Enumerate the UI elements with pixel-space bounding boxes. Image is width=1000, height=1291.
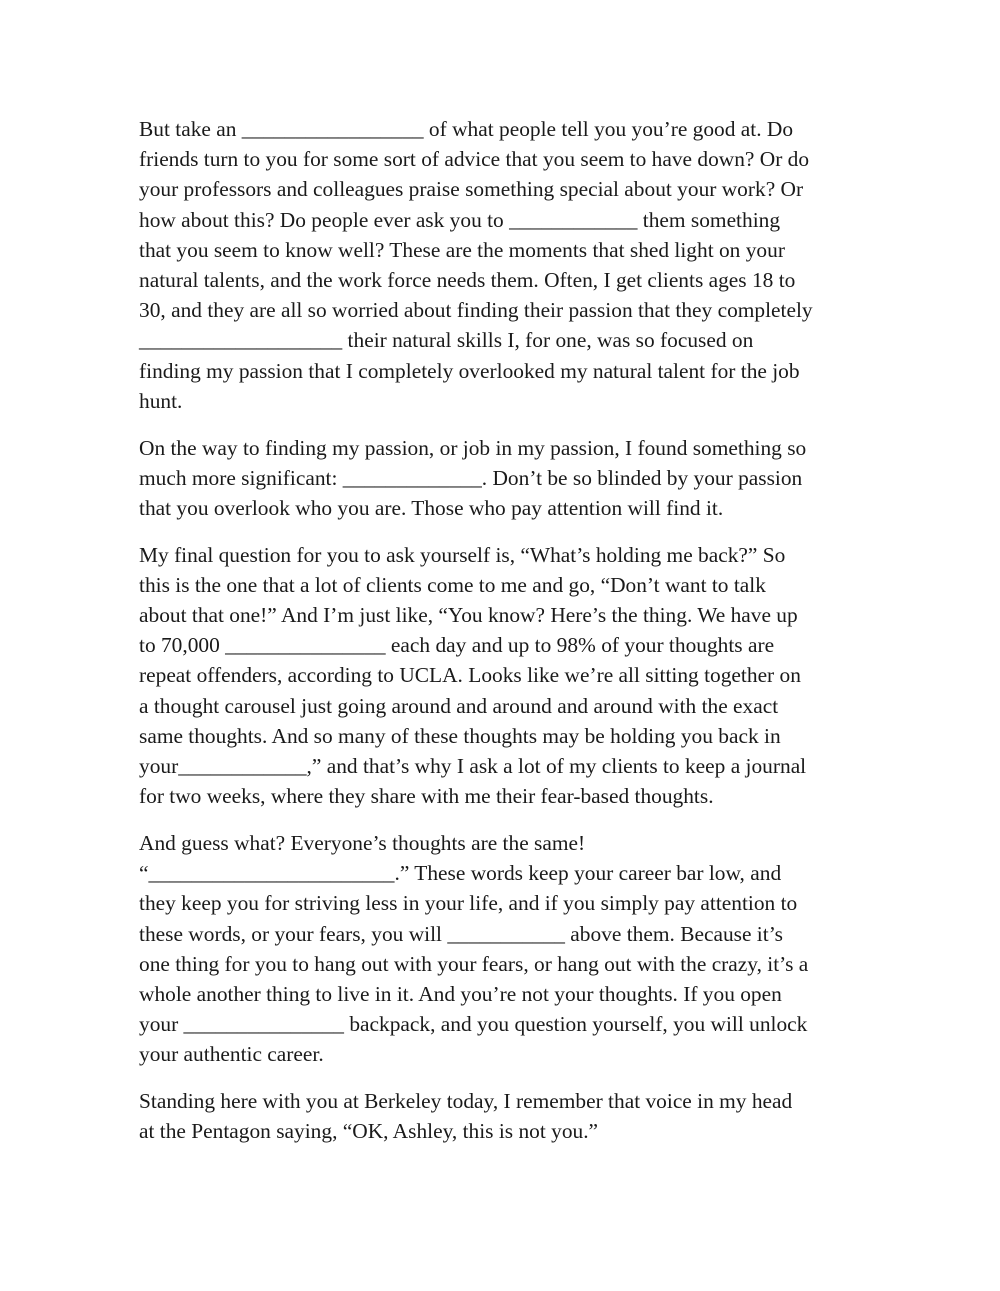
text-line: same thoughts. And so many of these thoughts may be holding you back in bbox=[139, 723, 781, 748]
text-line: repeat offenders, according to UCLA. Looks like we’re all sitting together on bbox=[139, 663, 801, 688]
text-line: your____________,” and that’s why I ask a lot of my clients to keep a journal bbox=[139, 754, 807, 779]
text-line: Standing here with you at Berkeley today, I remember that voice in my head bbox=[139, 1089, 793, 1114]
paragraph-thoughts bbox=[139, 828, 863, 1070]
text-line: much more significant: _____________. Don’t be so blinded by your passion bbox=[139, 465, 803, 490]
text-line: ___________________ their natural skills I, for one, was so focused on bbox=[139, 328, 754, 353]
paragraph-berkeley bbox=[139, 1086, 863, 1146]
text-line: But take an _________________ of what people tell you you’re good at. Do bbox=[139, 117, 794, 141]
text-line: finding my passion that I completely overlooked my natural talent for the job bbox=[139, 358, 800, 383]
text-line: how about this? Do people ever ask you to ____________ them something bbox=[139, 207, 781, 232]
text-line: friends turn to you for some sort of advice that you seem to have down? Or do bbox=[139, 147, 810, 172]
text-line: to 70,000 _______________ each day and up to 98% of your thoughts are bbox=[139, 633, 775, 658]
paragraph-talents bbox=[139, 114, 863, 416]
text-line: at the Pentagon saying, “OK, Ashley, this is not you.” bbox=[139, 1119, 599, 1144]
text-line: that you seem to know well? These are the moments that shed light on your bbox=[139, 237, 785, 262]
text-line: hunt. bbox=[139, 388, 183, 413]
text-line: natural talents, and the work force needs them. Often, I get clients ages 18 to bbox=[139, 268, 796, 293]
text-line: about that one!” And I’m just like, “You know? Here’s the thing. We have up bbox=[139, 603, 798, 628]
text-line: your professors and colleagues praise something special about your work? Or bbox=[139, 177, 804, 202]
text-line: And guess what? Everyone’s thoughts are the same! bbox=[139, 830, 586, 855]
text-line: 30, and they are all so worried about finding their passion that they completely bbox=[139, 298, 813, 323]
text-line: this is the one that a lot of clients come to me and go, “Don’t want to talk bbox=[139, 572, 766, 597]
text-line: “_______________________.” These words keep your career bar low, and bbox=[139, 861, 782, 886]
text-line: they keep you for striving less in your life, and if you simply pay attention to bbox=[139, 891, 798, 916]
text-line: a thought carousel just going around and around and around with the exact bbox=[139, 693, 779, 718]
document-body bbox=[139, 114, 863, 1163]
text-line: these words, or your fears, you will ___________ above them. Because it’s bbox=[139, 921, 783, 946]
text-line: your _______________ backpack, and you question yourself, you will unlock bbox=[139, 1012, 808, 1037]
text-line: for two weeks, where they share with me their fear-based thoughts. bbox=[139, 784, 714, 809]
text-line: one thing for you to hang out with your fears, or hang out with the crazy, it’s a bbox=[139, 951, 809, 976]
text-line: My final question for you to ask yourself is, “What’s holding me back?” So bbox=[139, 542, 786, 567]
text-line: your authentic career. bbox=[139, 1042, 324, 1067]
text-line: that you overlook who you are. Those who pay attention will find it. bbox=[139, 495, 724, 520]
text-line: On the way to finding my passion, or job in my passion, I found something so bbox=[139, 435, 807, 460]
paragraph-passion bbox=[139, 433, 863, 524]
paragraph-holding-back bbox=[139, 540, 863, 812]
text-line: whole another thing to live in it. And you’re not your thoughts. If you open bbox=[139, 981, 782, 1006]
